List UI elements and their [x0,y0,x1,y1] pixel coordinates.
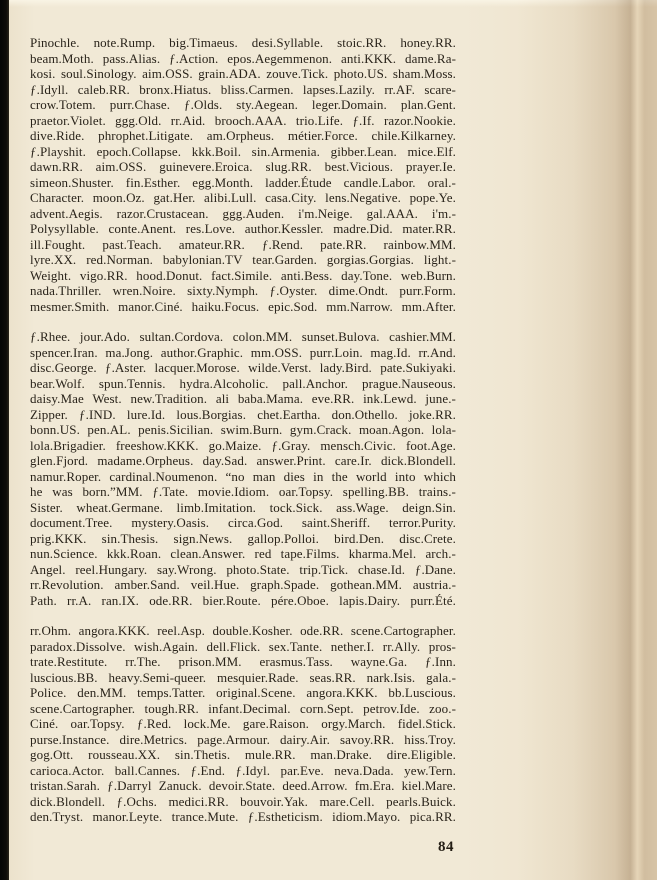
text-line: dick.Blondell. ƒ.Ochs. medici.RR. bouvoir.Yak. mare.Cell. pearls.Buick. [30,793,456,809]
text-line: tristan.Sarah. ƒ.Darryl Zanuck. devoir.State. deed.Arrow. fm.Era. kiel.Mare. [30,778,456,793]
text-line: he was born.”MM. ƒ.Tate. movie.Idiom. oar.Topsy. spelling.BB. trains.- [30,484,456,499]
text-line: Sister. wheat.Germane. limb.Imitation. tock.Sick. ass.Wage. deign.Sin. [30,499,456,515]
text-line: ill.Fought. past.Teach. amateur.RR. ƒ.Rend. pate.RR. rainbow.MM. [30,236,456,252]
text-line: daisy.Mae West. new.Tradition. ali baba.Mama. eve.RR. ink.Lewd. june.- [30,391,456,406]
text-line: namur.Roper. cardinal.Noumenon. “no man dies in the world into which [30,468,456,484]
text-line: paradox.Dissolve. wish.Again. dell.Flick. sex.Tante. nether.I. rr.Ally. pros- [30,638,456,654]
text-line: rr.Revolution. amber.Sand. veil.Hue. graph.Spade. gothean.MM. austria.- [30,577,456,592]
text-line: bonn.US. pen.AL. penis.Sicilian. swim.Burn. gym.Crack. moan.Agon. lola- [30,422,456,437]
text-block [30,35,456,855]
text-line: dawn.RR. aim.OSS. guinevere.Eroica. slug.RR. best.Vicious. prayer.Ie. [30,159,456,174]
text-line: den.Tryst. manor.Leyte. trance.Mute. ƒ.Estheticism. idiom.Mayo. pica.RR. [30,809,456,824]
text-line: gog.Ott. rousseau.XX. sin.Thetis. mule.RR. man.Drake. dire.Eligible. [30,747,456,762]
paragraph-3 [30,623,456,825]
page [9,0,657,880]
text-line: nada.Thriller. wren.Noire. sixty.Nymph. ƒ.Oyster. dime.Ondt. purr.Form. [30,283,456,298]
text-line: ƒ.Rhee. jour.Ado. sultan.Cordova. colon.MM. sunset.Bulova. cashier.MM. [30,329,456,344]
text-line: dive.Ride. phrophet.Litigate. am.Orpheus. métier.Force. chile.Kilkarney. [30,128,456,143]
paragraph-2 [30,329,456,608]
text-line: Police. den.MM. temps.Tatter. original.Scene. angora.KKK. bb.Luscious. [30,685,456,700]
page-edge-curl [517,0,657,880]
text-line: ƒ.Idyll. caleb.RR. bronx.Hiatus. bliss.Carmen. lapses.Lazily. rr.AF. scare- [30,81,456,97]
text-line: Pinochle. note.Rump. big.Timaeus. desi.Syllable. stoic.RR. honey.RR. [30,35,456,50]
text-line: kosi. soul.Sinology. aim.OSS. grain.ADA. zouve.Tick. photo.US. sham.Moss. [30,66,456,81]
text-line: advent.Aegis. razor.Crustacean. ggg.Auden. i'm.Neige. gal.AAA. i'm.- [30,205,456,221]
text-line: scene.Cartographer. tough.RR. infant.Decimal. corn.Sept. petrov.Ide. zoo.- [30,700,456,716]
book-gutter-shadow [0,0,9,880]
text-line: Polysyllable. conte.Anent. res.Love. author.Kessler. madre.Did. mater.RR. [30,221,456,236]
text-line: praetor.Violet. ggg.Old. rr.Aid. brooch.AAA. trio.Life. ƒ.If. razor.Nookie. [30,112,456,128]
text-line: beam.Moth. pass.Alias. ƒ.Action. epos.Aegemmenon. anti.KKK. dame.Ra- [30,50,456,66]
text-line: Angel. reel.Hungary. say.Wrong. photo.State. trip.Tick. chase.Id. ƒ.Dane. [30,561,456,577]
text-line: spencer.Iran. ma.Jong. author.Graphic. mm.OSS. purr.Loin. mag.Id. rr.And. [30,344,456,360]
text-line: luscious.BB. heavy.Semi-queer. mesquier.Rade. seas.RR. nark.Isis. gala.- [30,669,456,685]
text-line: lola.Brigadier. freeshow.KKK. go.Maize. ƒ.Gray. mensch.Civic. foot.Age. [30,437,456,453]
text-line: bear.Wolf. spun.Tennis. hydra.Alcoholic. pall.Anchor. prague.Nauseous. [30,375,456,391]
text-line: nun.Science. kkk.Roan. clean.Answer. red tape.Films. kharma.Mel. arch.- [30,546,456,561]
text-line: Ciné. oar.Topsy. ƒ.Red. lock.Me. gare.Raison. orgy.March. fidel.Stick. [30,716,456,731]
text-line: glen.Fjord. madame.Orpheus. day.Sad. answer.Print. care.Ir. dick.Blondell. [30,453,456,468]
text-line: Weight. vigo.RR. hood.Donut. fact.Simile. anti.Bess. day.Tone. web.Burn. [30,267,456,283]
text-line: simeon.Shuster. fin.Esther. egg.Month. ladder.Étude candle.Labor. oral.- [30,174,456,190]
text-line: crow.Totem. purr.Chase. ƒ.Olds. sty.Aegean. leger.Domain. plan.Gent. [30,97,456,112]
text-line: document.Tree. mystery.Oasis. circa.God. saint.Sheriff. terror.Purity. [30,515,456,530]
text-line: rr.Ohm. angora.KKK. reel.Asp. double.Kosher. ode.RR. scene.Cartographer. [30,623,456,638]
text-line: ƒ.Playshit. epoch.Collapse. kkk.Boil. sin.Armenia. gibber.Lean. mice.Elf. [30,143,456,159]
text-line: purse.Instance. dire.Metrics. page.Armour. dairy.Air. savoy.RR. hiss.Troy. [30,731,456,747]
text-line: lyre.XX. red.Norman. babylonian.TV tear.Garden. gorgias.Gorgias. light.- [30,252,456,267]
text-line: Path. rr.A. ran.IX. ode.RR. bier.Route. pére.Oboe. lapis.Dairy. purr.Été. [30,592,456,608]
text-line: disc.George. ƒ.Aster. lacquer.Morose. wilde.Verst. lady.Bird. pate.Sukiyaki. [30,360,456,375]
text-line: carioca.Actor. ball.Cannes. ƒ.End. ƒ.Idyl. par.Eve. neva.Dada. yew.Tern. [30,762,456,778]
text-line: Character. moon.Oz. gat.Her. alibi.Lull. casa.City. lens.Negative. pope.Ye. [30,190,456,205]
paragraph-1 [30,35,456,314]
text-line: Zipper. ƒ.IND. lure.Id. lous.Borgias. chet.Eartha. don.Othello. joke.RR. [30,406,456,422]
page-number: 84 [438,838,454,855]
text-line: prig.KKK. sin.Thesis. sign.News. gallop.Polloi. bird.Den. disc.Crete. [30,530,456,546]
text-line: trate.Restitute. rr.The. prison.MM. erasmus.Tass. wayne.Ga. ƒ.Inn. [30,654,456,669]
text-line: mesmer.Smith. manor.Ciné. haiku.Focus. epic.Sod. mm.Narrow. mm.After. [30,298,456,314]
